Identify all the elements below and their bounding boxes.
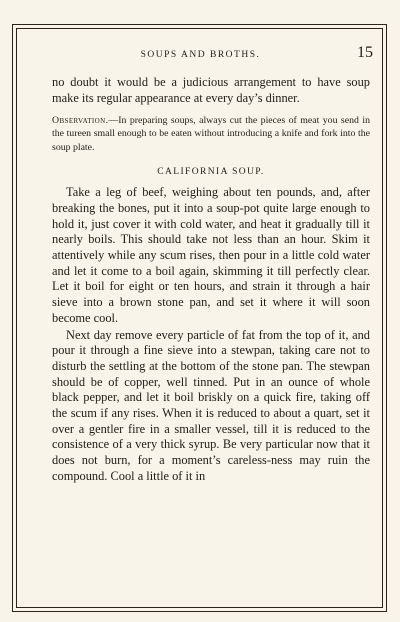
section-title: CALIFORNIA SOUP. <box>157 167 265 178</box>
observation-note <box>52 114 370 154</box>
recipe-paragraph-2: Next day remove every particle of fat from the top of it, and pour it through a fine sieve into a stewpan, taking care not to disturb the settling at the bottom of the stone pan. The stewpan should be of copper, well tinned. Put in an ounce of whole black pepper, and let it boil briskly on a quick fire, taking off the scum if any rises. When it is reduced to about a quart, set it over a gentler fire in a smaller vessel, till it is reduced to the consistence of a very thick syrup. Be very particular now that it does not burn, for a moment’s careless-ness may ruin the compound. Cool a little of it in <box>52 327 370 483</box>
recipe-paragraph-1: Take a leg of beef, weighing about ten pounds, and, after breaking the bones, put it into a soup-pot quite large enough to hold it, just cover it with cold water, and heat it gradually till it nearly boils. This should take not less than an hour. Skim it attentively while any scum rises, then pour in a little cold water and let it come to a boil again, skimming it till perfectly clear. Let it boil for eight or ten hours, and strain it through a hair sieve into a brown stone pan, and set it where it will soon become cool. <box>52 185 370 325</box>
page-body <box>52 74 370 485</box>
page-number: 15 <box>357 44 373 61</box>
observation-label: Observation. <box>52 115 109 126</box>
page-header <box>28 44 373 66</box>
opening-paragraph: no doubt it would be a judicious arrangement to have soup make its regular appearance at every day’s dinner. <box>52 75 370 105</box>
running-head: SOUPS AND BROTHS. <box>140 50 261 60</box>
observation-text: —In preparing soups, always cut the pieces of meat you send in the tureen small enough to be eaten without introducing a knife and fork into the soup plate. <box>52 115 370 153</box>
